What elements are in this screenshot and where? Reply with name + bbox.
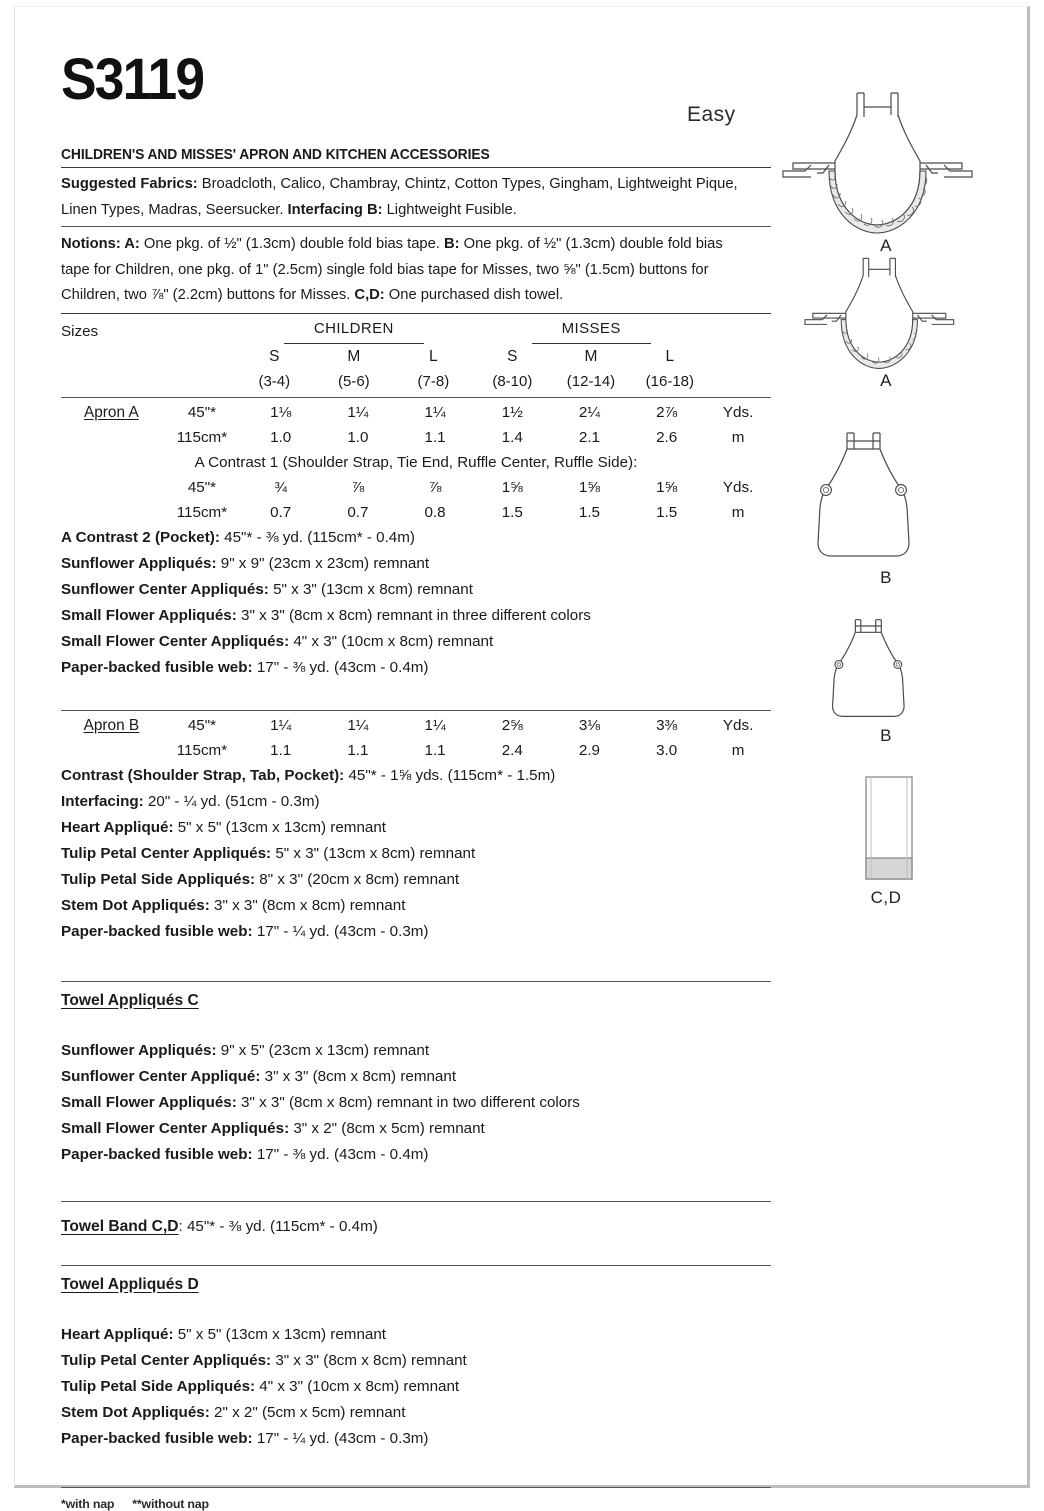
yardage-size-table	[61, 316, 771, 394]
empty-cell	[61, 475, 162, 500]
group-header-children	[235, 316, 474, 344]
towel-c-spec-list	[61, 1038, 771, 1168]
illustration-towel-cd	[771, 772, 1001, 908]
spec-line	[61, 1322, 771, 1348]
footnotes	[61, 1497, 771, 1511]
row-label-apron-b: Apron B	[83, 716, 140, 734]
spec-value: 5" x 3" (13cm x 8cm) remnant	[268, 580, 473, 598]
spec-label: Sunflower Appliqués:	[61, 1041, 217, 1059]
value-cell: 1⅝	[578, 478, 601, 496]
interfacing-text: Lightweight Fusible.	[382, 200, 517, 218]
value-cell: 1.5	[656, 503, 678, 521]
spec-line	[61, 1038, 771, 1064]
illustration-caption: B	[880, 568, 892, 587]
spec-value: 17" - ⅜ yd. (43cm - 0.4m)	[252, 658, 429, 676]
spec-value: 17" - ⅜ yd. (43cm - 0.4m)	[252, 1145, 429, 1163]
unit-cell: Yds.	[722, 716, 754, 734]
value-cell: 1.1	[347, 741, 369, 759]
fabric-width-45: 45"*	[187, 478, 217, 496]
spec-value: 3" x 3" (8cm x 8cm) remnant	[271, 1351, 467, 1369]
spec-label: Stem Dot Appliqués:	[61, 1403, 210, 1421]
spec-label: Heart Appliqué:	[61, 818, 174, 836]
spec-line	[61, 1400, 771, 1426]
footnote-with-nap: *with nap	[61, 1496, 115, 1511]
spec-label: Paper-backed fusible web:	[61, 658, 253, 676]
table-row	[61, 425, 771, 450]
divider-under-fabrics	[61, 226, 771, 227]
value-cell: 1.0	[347, 428, 369, 446]
table-size-letter-row	[61, 344, 771, 369]
spec-value: 9" x 9" (23cm x 23cm) remnant	[216, 554, 430, 572]
spec-value: 45"* - ⅜ yd. (115cm* - 0.4m)	[219, 528, 415, 546]
spec-line	[61, 1142, 771, 1168]
spec-value: 3" x 3" (8cm x 8cm) remnant	[209, 896, 406, 914]
value-cell: 1⅝	[501, 478, 523, 496]
notions-cd-label: C,D:	[354, 286, 385, 303]
spec-value: 5" x 3" (13cm x 8cm) remnant	[271, 844, 476, 862]
spec-value: 5" x 5" (13cm x 13cm) remnant	[173, 818, 387, 836]
group-header-misses	[473, 316, 709, 344]
spec-label: Contrast (Shoulder Strap, Tab, Pocket):	[61, 766, 345, 784]
value-cell: 0.7	[347, 503, 369, 521]
suggested-fabrics-paragraph	[61, 171, 750, 222]
spec-label: Paper-backed fusible web:	[61, 1145, 253, 1163]
spec-label: Paper-backed fusible web:	[61, 1429, 253, 1447]
page-content	[15, 7, 1031, 1511]
size-letter-misses-l: L	[665, 347, 675, 365]
unit-cell: Yds.	[722, 403, 754, 421]
table-row	[61, 500, 771, 525]
value-cell: 3.0	[656, 741, 678, 759]
spec-label: Sunflower Center Appliqués:	[61, 580, 269, 598]
value-cell: 3⅜	[656, 716, 678, 734]
towel-band-label: Towel Band C,D	[61, 1217, 179, 1235]
table-row	[61, 475, 771, 500]
spec-line	[61, 1116, 771, 1142]
spec-value: 3" x 3" (8cm x 8cm) remnant	[260, 1067, 457, 1085]
empty-cell	[709, 369, 771, 394]
unit-cell: Yds.	[722, 478, 754, 496]
notions-paragraph	[61, 231, 750, 308]
notions-b-label: B:	[443, 235, 460, 252]
spec-line	[61, 577, 771, 603]
spec-label: Tulip Petal Center Appliqués:	[61, 1351, 272, 1369]
value-cell: 2¼	[578, 403, 601, 421]
spec-label: Stem Dot Appliqués:	[61, 896, 210, 914]
table-size-range-row	[61, 369, 771, 394]
table-group-header-row	[61, 316, 771, 344]
empty-cell	[709, 344, 771, 369]
size-letter-children-l: L	[429, 347, 438, 365]
row-label-apron-a: Apron A	[83, 403, 139, 421]
value-cell: 0.7	[270, 503, 292, 521]
illustration-caption: A	[880, 371, 892, 390]
size-range-misses-s: (8-10)	[492, 372, 533, 390]
fabric-width-45: 45"*	[187, 716, 217, 734]
spec-value: 9" x 5" (23cm x 13cm) remnant	[216, 1041, 430, 1059]
illustration-caption: A	[880, 236, 892, 255]
interfacing-label: Interfacing B:	[287, 200, 383, 218]
apron-b-spec-list	[61, 763, 771, 945]
spec-line	[61, 525, 771, 551]
spec-label: Paper-backed fusible web:	[61, 922, 253, 940]
value-cell: 1.5	[578, 503, 601, 521]
size-letter-children-m: M	[347, 347, 361, 365]
value-cell: 1¼	[347, 716, 369, 734]
size-range-children-s: (3-4)	[258, 372, 291, 390]
spec-line	[61, 1064, 771, 1090]
value-cell: 3⅛	[578, 716, 601, 734]
spec-value: 4" x 3" (10cm x 8cm) remnant	[255, 1377, 460, 1395]
suggested-fabrics-text: Broadcloth, Calico, Chambray, Chintz, Cotton Types, Gingham, Lightweight Pique, Linen Types, Madras, Seersucker.	[61, 175, 738, 218]
size-range-misses-m: (12-14)	[566, 372, 616, 390]
fabric-width-115cm: 115cm*	[176, 503, 228, 521]
section-title-towel-d: Towel Appliqués D	[61, 1275, 199, 1293]
table-row	[61, 738, 771, 763]
value-cell: 1⅛	[270, 403, 292, 421]
divider-above-size-table	[61, 313, 771, 314]
spec-label: Heart Appliqué:	[61, 1325, 174, 1343]
page-title: S3119	[61, 47, 204, 112]
apron-a-yardage-table	[61, 400, 771, 525]
unit-spacer-cell	[709, 316, 771, 344]
pattern-envelope-page	[14, 6, 1030, 1511]
notions-label: Notions:	[61, 235, 121, 252]
unit-cell: m	[731, 428, 745, 446]
subheading-a-contrast-1: A Contrast 1 (Shoulder Strap, Tie End, Ruffle Center, Ruffle Side):	[194, 453, 638, 471]
illustration-caption: C,D	[870, 888, 902, 907]
value-cell: 2.9	[578, 741, 601, 759]
sizes-label: Sizes	[61, 322, 99, 340]
value-cell: 1.0	[270, 428, 292, 446]
value-cell: 1¼	[347, 403, 369, 421]
spec-value: 17" - ¼ yd. (43cm - 0.3m)	[252, 922, 429, 940]
spec-line	[61, 815, 771, 841]
value-cell: 1½	[501, 403, 523, 421]
spec-line	[61, 1426, 771, 1452]
empty-cell	[161, 369, 235, 394]
spec-label: Sunflower Center Appliqué:	[61, 1067, 261, 1085]
spacer-cell	[161, 316, 235, 344]
empty-cell	[61, 344, 161, 369]
apron-b-large-drawing	[771, 427, 1001, 567]
button-icon	[835, 661, 902, 669]
towel-drawing	[771, 772, 1001, 887]
towel-d-section	[61, 1276, 771, 1294]
spec-label: Small Flower Center Appliqués:	[61, 632, 290, 650]
spec-value: 5" x 5" (13cm x 13cm) remnant	[173, 1325, 387, 1343]
spec-label: Sunflower Appliqués:	[61, 554, 217, 572]
spec-value: 3" x 3" (8cm x 8cm) remnant in two different colors	[236, 1093, 580, 1111]
footnote-without-nap: **without nap	[132, 1496, 209, 1511]
unit-cell: m	[731, 741, 745, 759]
spec-line	[61, 1348, 771, 1374]
spec-line	[61, 841, 771, 867]
value-cell: 1⅝	[656, 478, 678, 496]
illustration-apron-a-large	[771, 85, 1001, 256]
table-row	[61, 713, 771, 738]
divider-above-towel-c	[61, 981, 771, 982]
spec-value: 2" x 2" (5cm x 5cm) remnant	[209, 1403, 406, 1421]
apron-a-large-drawing	[771, 85, 1001, 235]
spec-label: Small Flower Center Appliqués:	[61, 1119, 290, 1137]
value-cell: 1.1	[424, 741, 446, 759]
size-range-misses-l: (16-18)	[645, 372, 695, 390]
fabric-width-115cm: 115cm*	[176, 428, 228, 446]
value-cell: 0.8	[424, 503, 446, 521]
suggested-fabrics-label: Suggested Fabrics:	[61, 175, 198, 192]
apron-b-small-drawing	[771, 615, 1001, 725]
value-cell: 1¼	[424, 716, 446, 734]
divider-above-footnotes	[61, 1487, 771, 1488]
spec-label: Small Flower Appliqués:	[61, 1093, 237, 1111]
section-title-towel-c: Towel Appliqués C	[61, 991, 199, 1009]
size-range-children-m: (5-6)	[337, 372, 370, 390]
table-subheader-row	[61, 450, 771, 475]
value-cell: 1.4	[501, 428, 523, 446]
spec-label: Tulip Petal Side Appliqués:	[61, 1377, 256, 1395]
value-cell: 2.6	[656, 428, 678, 446]
empty-cell	[61, 738, 162, 763]
spec-line	[61, 629, 771, 655]
spec-label: Tulip Petal Side Appliqués:	[61, 870, 256, 888]
spec-label: Small Flower Appliqués:	[61, 606, 237, 624]
illustration-caption: B	[880, 726, 892, 745]
value-cell: 1.1	[270, 741, 292, 759]
spec-label: Tulip Petal Center Appliqués:	[61, 844, 272, 862]
spec-value: 3" x 2" (8cm x 5cm) remnant	[289, 1119, 485, 1137]
spec-line	[61, 1374, 771, 1400]
group-header-children-label: CHILDREN	[284, 316, 424, 344]
value-cell: 2.1	[578, 428, 601, 446]
empty-cell	[61, 425, 162, 450]
value-cell: ¾	[274, 478, 288, 496]
value-cell: 1¼	[270, 716, 292, 734]
spec-line	[61, 763, 771, 789]
apron-a-spec-list	[61, 525, 771, 681]
empty-cell	[61, 500, 162, 525]
group-header-misses-label: MISSES	[532, 316, 651, 344]
spec-label: Interfacing:	[61, 792, 144, 810]
spec-line	[61, 893, 771, 919]
spec-line	[61, 603, 771, 629]
spec-line	[61, 551, 771, 577]
towel-band-value: : 45"* - ⅜ yd. (115cm* - 0.4m)	[178, 1217, 378, 1235]
divider-above-towel-band	[61, 1201, 771, 1202]
value-cell: ⅞	[351, 478, 365, 496]
button-icon	[821, 485, 907, 496]
pattern-description-title: CHILDREN'S AND MISSES' APRON AND KITCHEN ACCESSORIES	[61, 147, 490, 163]
size-letter-misses-s: S	[507, 347, 518, 365]
divider-under-size-headers	[61, 397, 771, 398]
size-letter-children-s: S	[269, 347, 280, 365]
towel-c-section	[61, 992, 771, 1010]
spec-value: 4" x 3" (10cm x 8cm) remnant	[289, 632, 494, 650]
illustration-apron-b-small	[771, 615, 1001, 746]
spec-value: 20" - ¼ yd. (51cm - 0.3m)	[143, 792, 320, 810]
fabric-width-115cm: 115cm*	[176, 741, 228, 759]
apron-b-yardage-table	[61, 713, 771, 763]
towel-d-spec-list	[61, 1322, 771, 1452]
spec-line	[61, 867, 771, 893]
fabric-width-45: 45"*	[187, 403, 217, 421]
illustration-apron-b-large	[771, 427, 1001, 588]
spec-value: 3" x 3" (8cm x 8cm) remnant in three different colors	[236, 606, 591, 624]
notions-a-text: One pkg. of ½" (1.3cm) double fold bias tape.	[139, 235, 444, 252]
divider-above-apron-b	[61, 710, 771, 711]
spec-value: 8" x 3" (20cm x 8cm) remnant	[255, 870, 460, 888]
spec-line	[61, 789, 771, 815]
notions-a-label: A:	[120, 235, 140, 252]
spec-line	[61, 1090, 771, 1116]
size-letter-misses-m: M	[584, 347, 598, 365]
value-cell: ⅞	[428, 478, 442, 496]
notions-cd-text: One purchased dish towel.	[384, 286, 564, 303]
empty-cell	[61, 369, 161, 394]
divider-under-title	[61, 167, 771, 168]
spec-value: 17" - ¼ yd. (43cm - 0.3m)	[252, 1429, 429, 1447]
size-range-children-l: (7-8)	[417, 372, 450, 390]
value-cell: 2⅞	[656, 403, 678, 421]
spec-line	[61, 919, 771, 945]
difficulty-label: Easy	[687, 103, 736, 126]
value-cell: 1.5	[501, 503, 523, 521]
empty-cell	[161, 344, 235, 369]
value-cell: 2⅝	[501, 716, 523, 734]
apron-a-small-drawing	[771, 252, 1001, 370]
illustration-apron-a-small	[771, 252, 1001, 391]
value-cell: 1¼	[424, 403, 446, 421]
unit-cell: m	[731, 503, 745, 521]
spec-label: A Contrast 2 (Pocket):	[61, 528, 220, 546]
towel-band-line	[61, 1214, 771, 1240]
value-cell: 1.1	[424, 428, 446, 446]
value-cell: 2.4	[501, 741, 523, 759]
table-row	[61, 400, 771, 425]
divider-above-towel-d	[61, 1265, 771, 1266]
text-column	[61, 7, 771, 1511]
notions-b-text: One pkg. of ½" (1.3cm) double fold bias tape for Children, one pkg. of 1" (2.5cm) single fold bias tape for Misses, two ⅝" (1.5cm) buttons for Children, two ⅞" (2.2cm) buttons for Misses.	[61, 235, 723, 303]
spec-line	[61, 655, 771, 681]
spec-value: 45"* - 1⅝ yds. (115cm* - 1.5m)	[344, 766, 556, 784]
